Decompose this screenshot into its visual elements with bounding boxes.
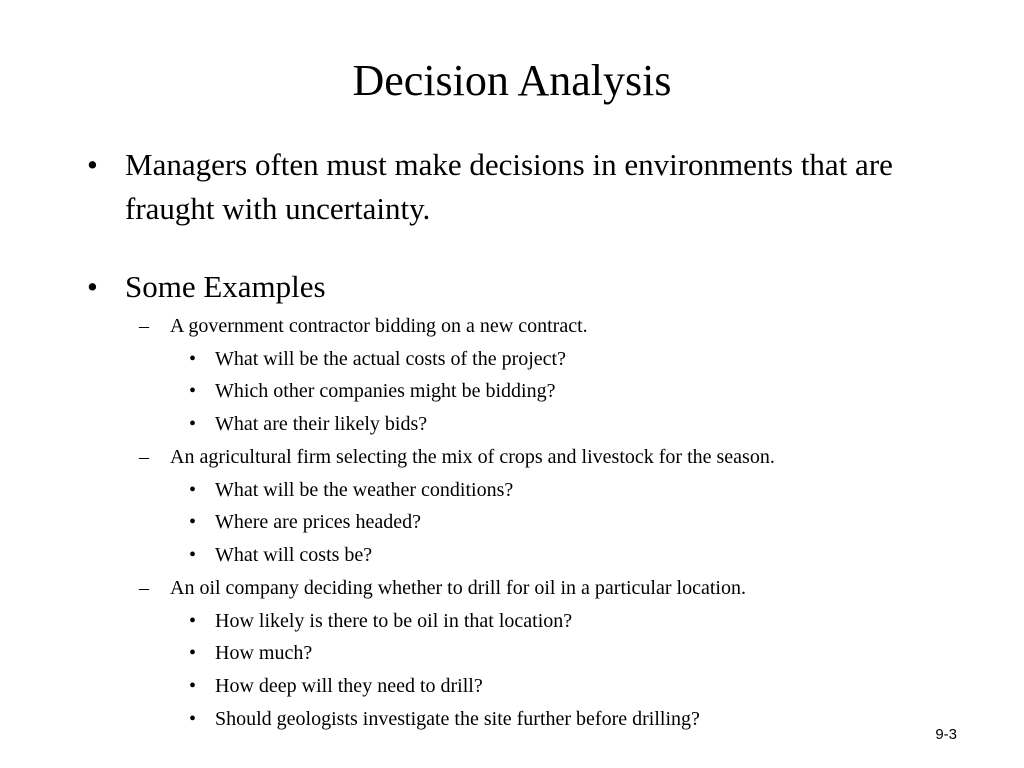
question-item [189,409,995,439]
dash-marker: – [139,577,149,599]
example-text: A government contractor bidding on a new contract. [170,315,588,337]
question-item [189,344,995,374]
question-text: What will costs be? [215,544,373,566]
example-item [139,573,990,603]
bullet-marker: • [189,642,197,664]
dash-marker: – [139,315,149,337]
bullet-marker: • [189,511,197,533]
question-text: What will be the actual costs of the project? [215,348,566,370]
dash-marker: – [139,446,149,468]
example-text: An agricultural firm selecting the mix of crops and livestock for the season. [170,446,775,468]
question-item [189,606,995,636]
question-text: Should geologists investigate the site further before drilling? [215,708,700,730]
bullet-marker: • [189,380,197,402]
question-text: Where are prices headed? [215,511,421,533]
example-item [139,442,990,472]
question-item [189,376,995,406]
bullet-item [87,265,945,309]
question-text: What will be the weather conditions? [215,479,514,501]
example-item [139,311,990,341]
question-text: Which other companies might be bidding? [215,380,556,402]
bullet-marker: • [189,675,197,697]
bullet-text: Some Examples [125,269,326,304]
question-text: What are their likely bids? [215,413,428,435]
bullet-marker: • [189,708,197,730]
bullet-marker: • [189,348,197,370]
bullet-marker: • [87,147,98,182]
question-item [189,671,995,701]
question-item [189,704,995,734]
question-text: How likely is there to be oil in that location? [215,610,573,632]
bullet-text: Managers often must make decisions in environments that are fraught with uncertainty. [125,147,893,226]
question-text: How deep will they need to drill? [215,675,483,697]
bullet-marker: • [189,544,197,566]
bullet-item [87,143,945,231]
question-item [189,638,995,668]
bullet-marker: • [87,269,98,304]
question-item [189,475,995,505]
slide-title: Decision Analysis [352,56,672,105]
question-text: How much? [215,642,313,664]
example-text: An oil company deciding whether to drill for oil in a particular location. [170,577,746,599]
question-item [189,540,995,570]
bullet-marker: • [189,413,197,435]
bullet-marker: • [189,479,197,501]
page-number: 9-3 [935,726,957,743]
question-item [189,507,995,537]
bullet-marker: • [189,610,197,632]
